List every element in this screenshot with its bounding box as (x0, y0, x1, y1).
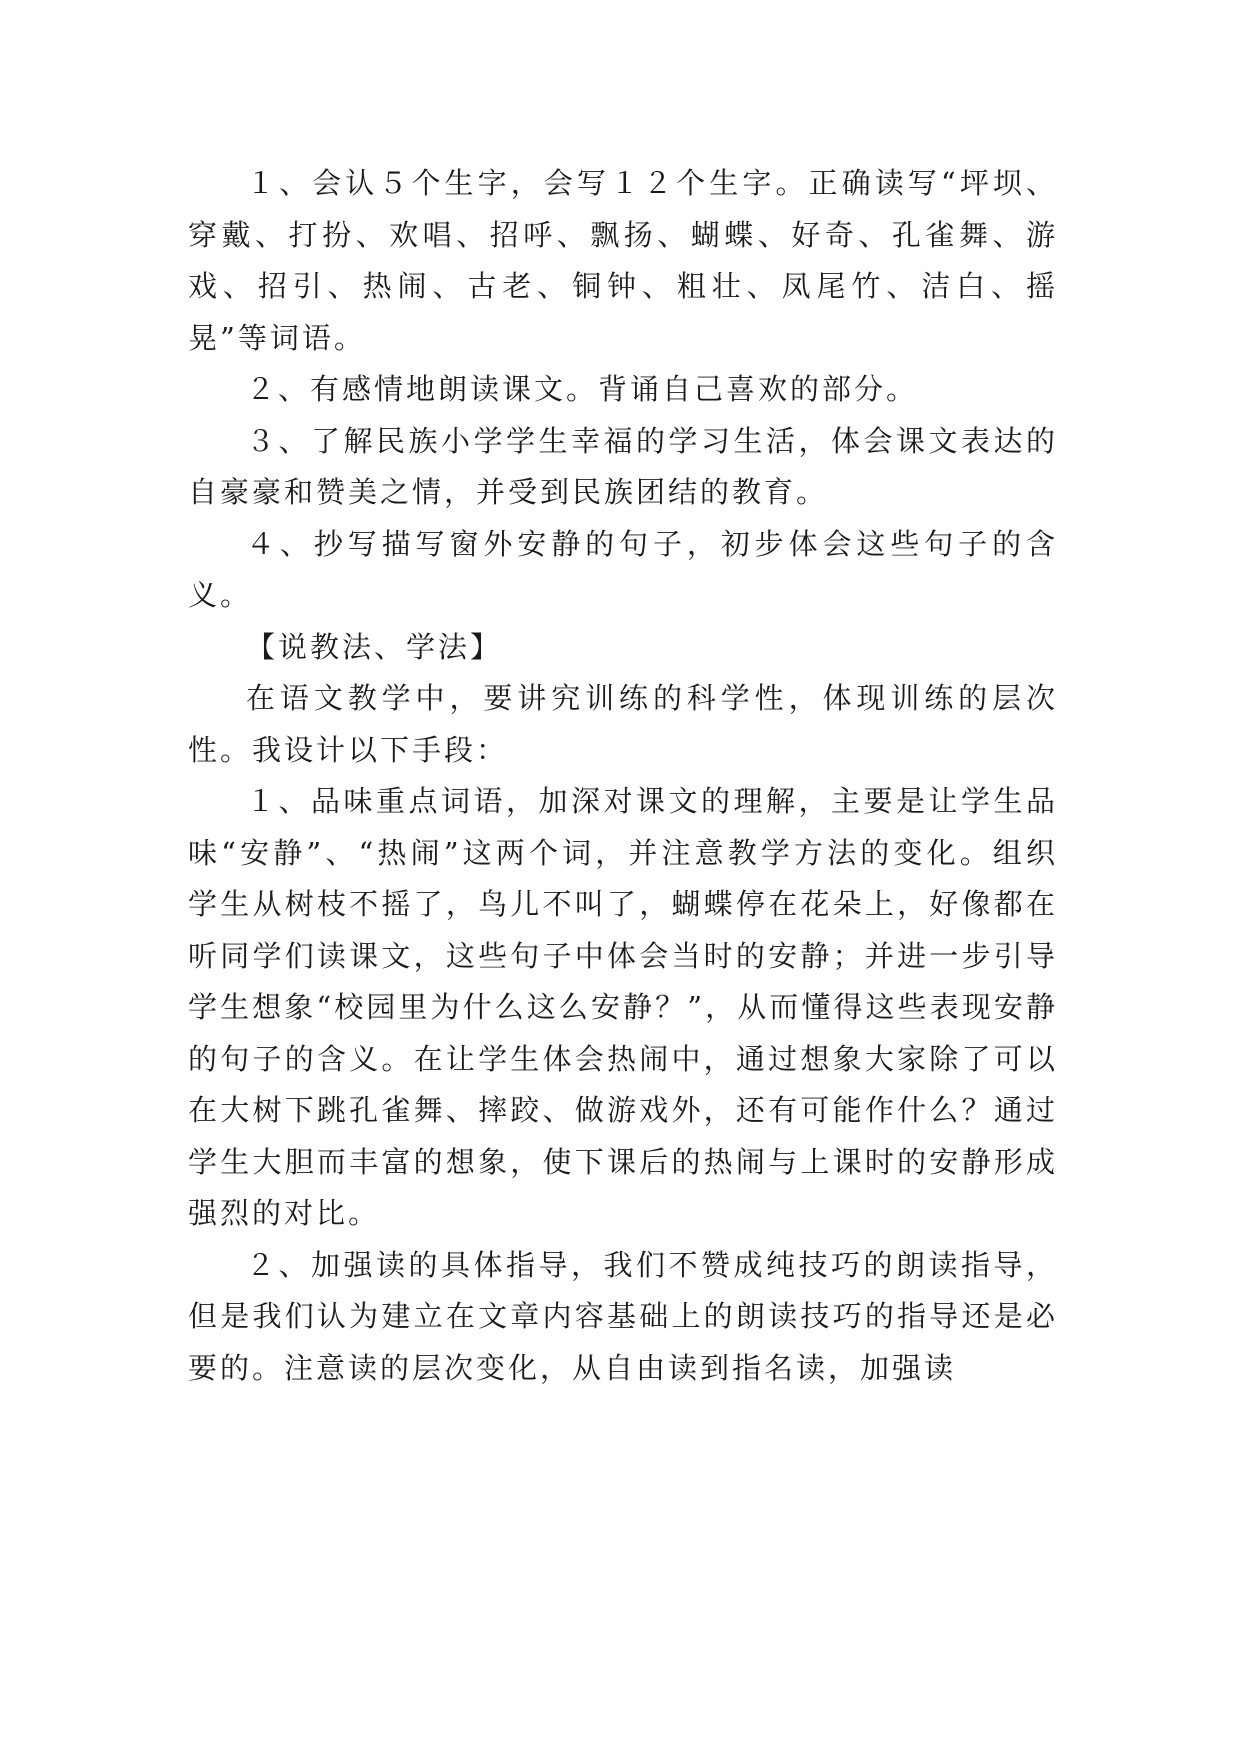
paragraph-method-1: １、品味重点词语，加深对课文的理解，主要是让学生品味“安静”、“热闹”这两个词，并注意教学方法的变化。组织学生从树枝不摇了，鸟儿不叫了，蝴蝶停在花朵上，好像都在听同学们读课文，这些句子中体会当时的安静；并进一步引导学生想象“校园里为什么这么安静？”，从而懂得这些表现安静的句子的含义。在让学生体会热闹中，通过想象大家除了可以在大树下跳孔雀舞、摔跤、做游戏外，还有可能作什么？通过学生大胆而丰富的想象，使下课后的热闹与上课时的安静形成强烈的对比。 (188, 784, 1058, 1230)
document-body (188, 158, 1058, 1394)
paragraph-goal-3: ３、了解民族小学学生幸福的学习生活，体会课文表达的自豪豪和赞美之情，并受到民族团结的教育。 (188, 423, 1058, 509)
paragraph-method-2: ２、加强读的具体指导，我们不赞成纯技巧的朗读指导，但是我们认为建立在文章内容基础上的朗读技巧的指导还是必要的。注意读的层次变化，从自由读到指名读，加强读 (188, 1247, 1058, 1385)
paragraph-goal-4: ４、抄写描写窗外安静的句子，初步体会这些句子的含义。 (188, 526, 1058, 612)
paragraph-goal-1: １、会认５个生字，会写１２个生字。正确读写“坪坝、穿戴、打扮、欢唱、招呼、飘扬、蝴蝶、好奇、孔雀舞、游戏、招引、热闹、古老、铜钟、粗壮、凤尾竹、洁白、摇晃”等词语。 (188, 166, 1058, 355)
paragraph-methods-intro: 在语文教学中，要讲究训练的科学性，体现训练的层次性。我设计以下手段： (188, 681, 1058, 767)
paragraph-goal-2: ２、有感情地朗读课文。背诵自己喜欢的部分。 (246, 372, 919, 406)
section-heading-methods: 【说教法、学法】 (246, 629, 503, 664)
